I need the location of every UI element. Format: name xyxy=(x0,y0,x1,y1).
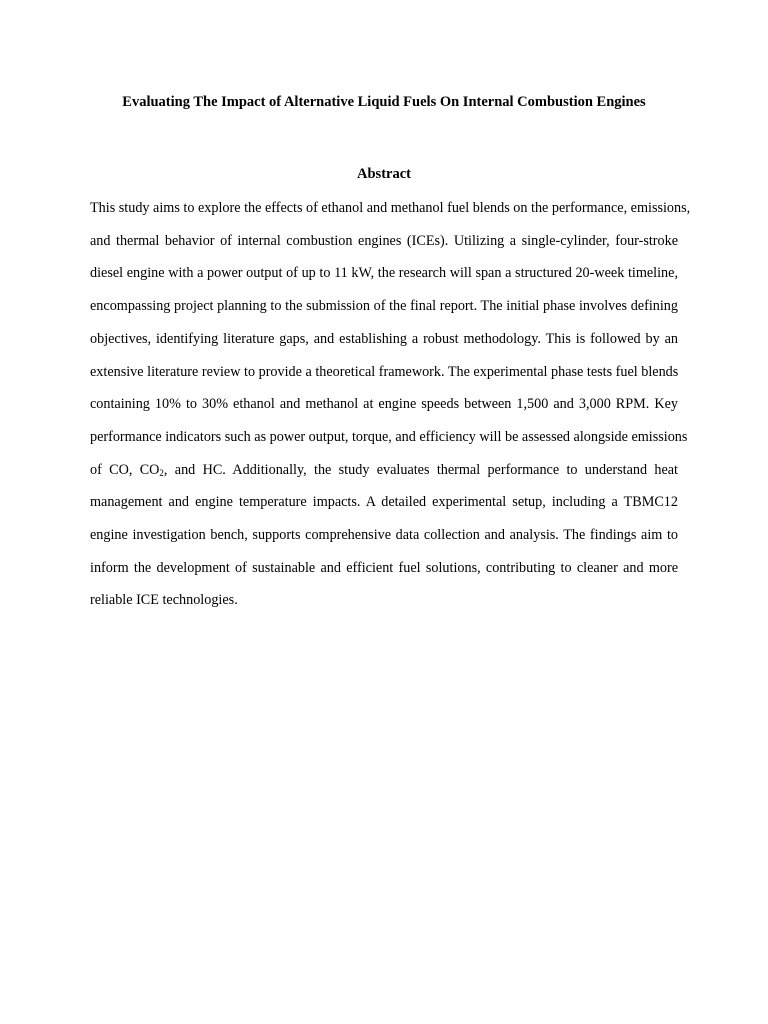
abstract-line: diesel engine with a power output of up to 11 kW, the research will span a structured 20-week timeline, xyxy=(90,265,678,282)
document-title: Evaluating The Impact of Alternative Liquid Fuels On Internal Combustion Engines xyxy=(122,94,646,110)
abstract-line: inform the development of sustainable and efficient fuel solutions, contributing to cleaner and more xyxy=(90,559,678,576)
abstract-line: and thermal behavior of internal combustion engines (ICEs). Utilizing a single-cylinder, four-stroke xyxy=(90,232,678,249)
co2-subscript: 2 xyxy=(159,467,164,478)
abstract-line: containing 10% to 30% ethanol and methanol at engine speeds between 1,500 and 3,000 RPM. Key xyxy=(90,396,678,413)
abstract-line: encompassing project planning to the submission of the final report. The initial phase involves defining xyxy=(90,298,678,315)
abstract-line xyxy=(90,454,678,487)
abstract-line: engine investigation bench, supports comprehensive data collection and analysis. The findings aim to xyxy=(90,527,678,544)
abstract-line: This study aims to explore the effects of ethanol and methanol fuel blends on the performance, emissions, xyxy=(90,200,691,216)
abstract-line: management and engine temperature impacts. A detailed experimental setup, including a TBMC12 xyxy=(90,494,678,511)
abstract-line: extensive literature review to provide a theoretical framework. The experimental phase tests fuel blends xyxy=(90,363,679,380)
abstract-line: performance indicators such as power output, torque, and efficiency will be assessed alongside emissions xyxy=(90,428,688,445)
abstract-body xyxy=(90,192,691,617)
abstract-text-segment: of CO, CO xyxy=(90,461,160,478)
abstract-heading: Abstract xyxy=(357,166,411,182)
abstract-line: reliable ICE technologies. xyxy=(90,592,238,609)
abstract-line: objectives, identifying literature gaps, and establishing a robust methodology. This is followed by an xyxy=(90,330,678,347)
abstract-text-segment: , and HC. Additionally, the study evaluates thermal performance to understand heat xyxy=(163,461,678,478)
